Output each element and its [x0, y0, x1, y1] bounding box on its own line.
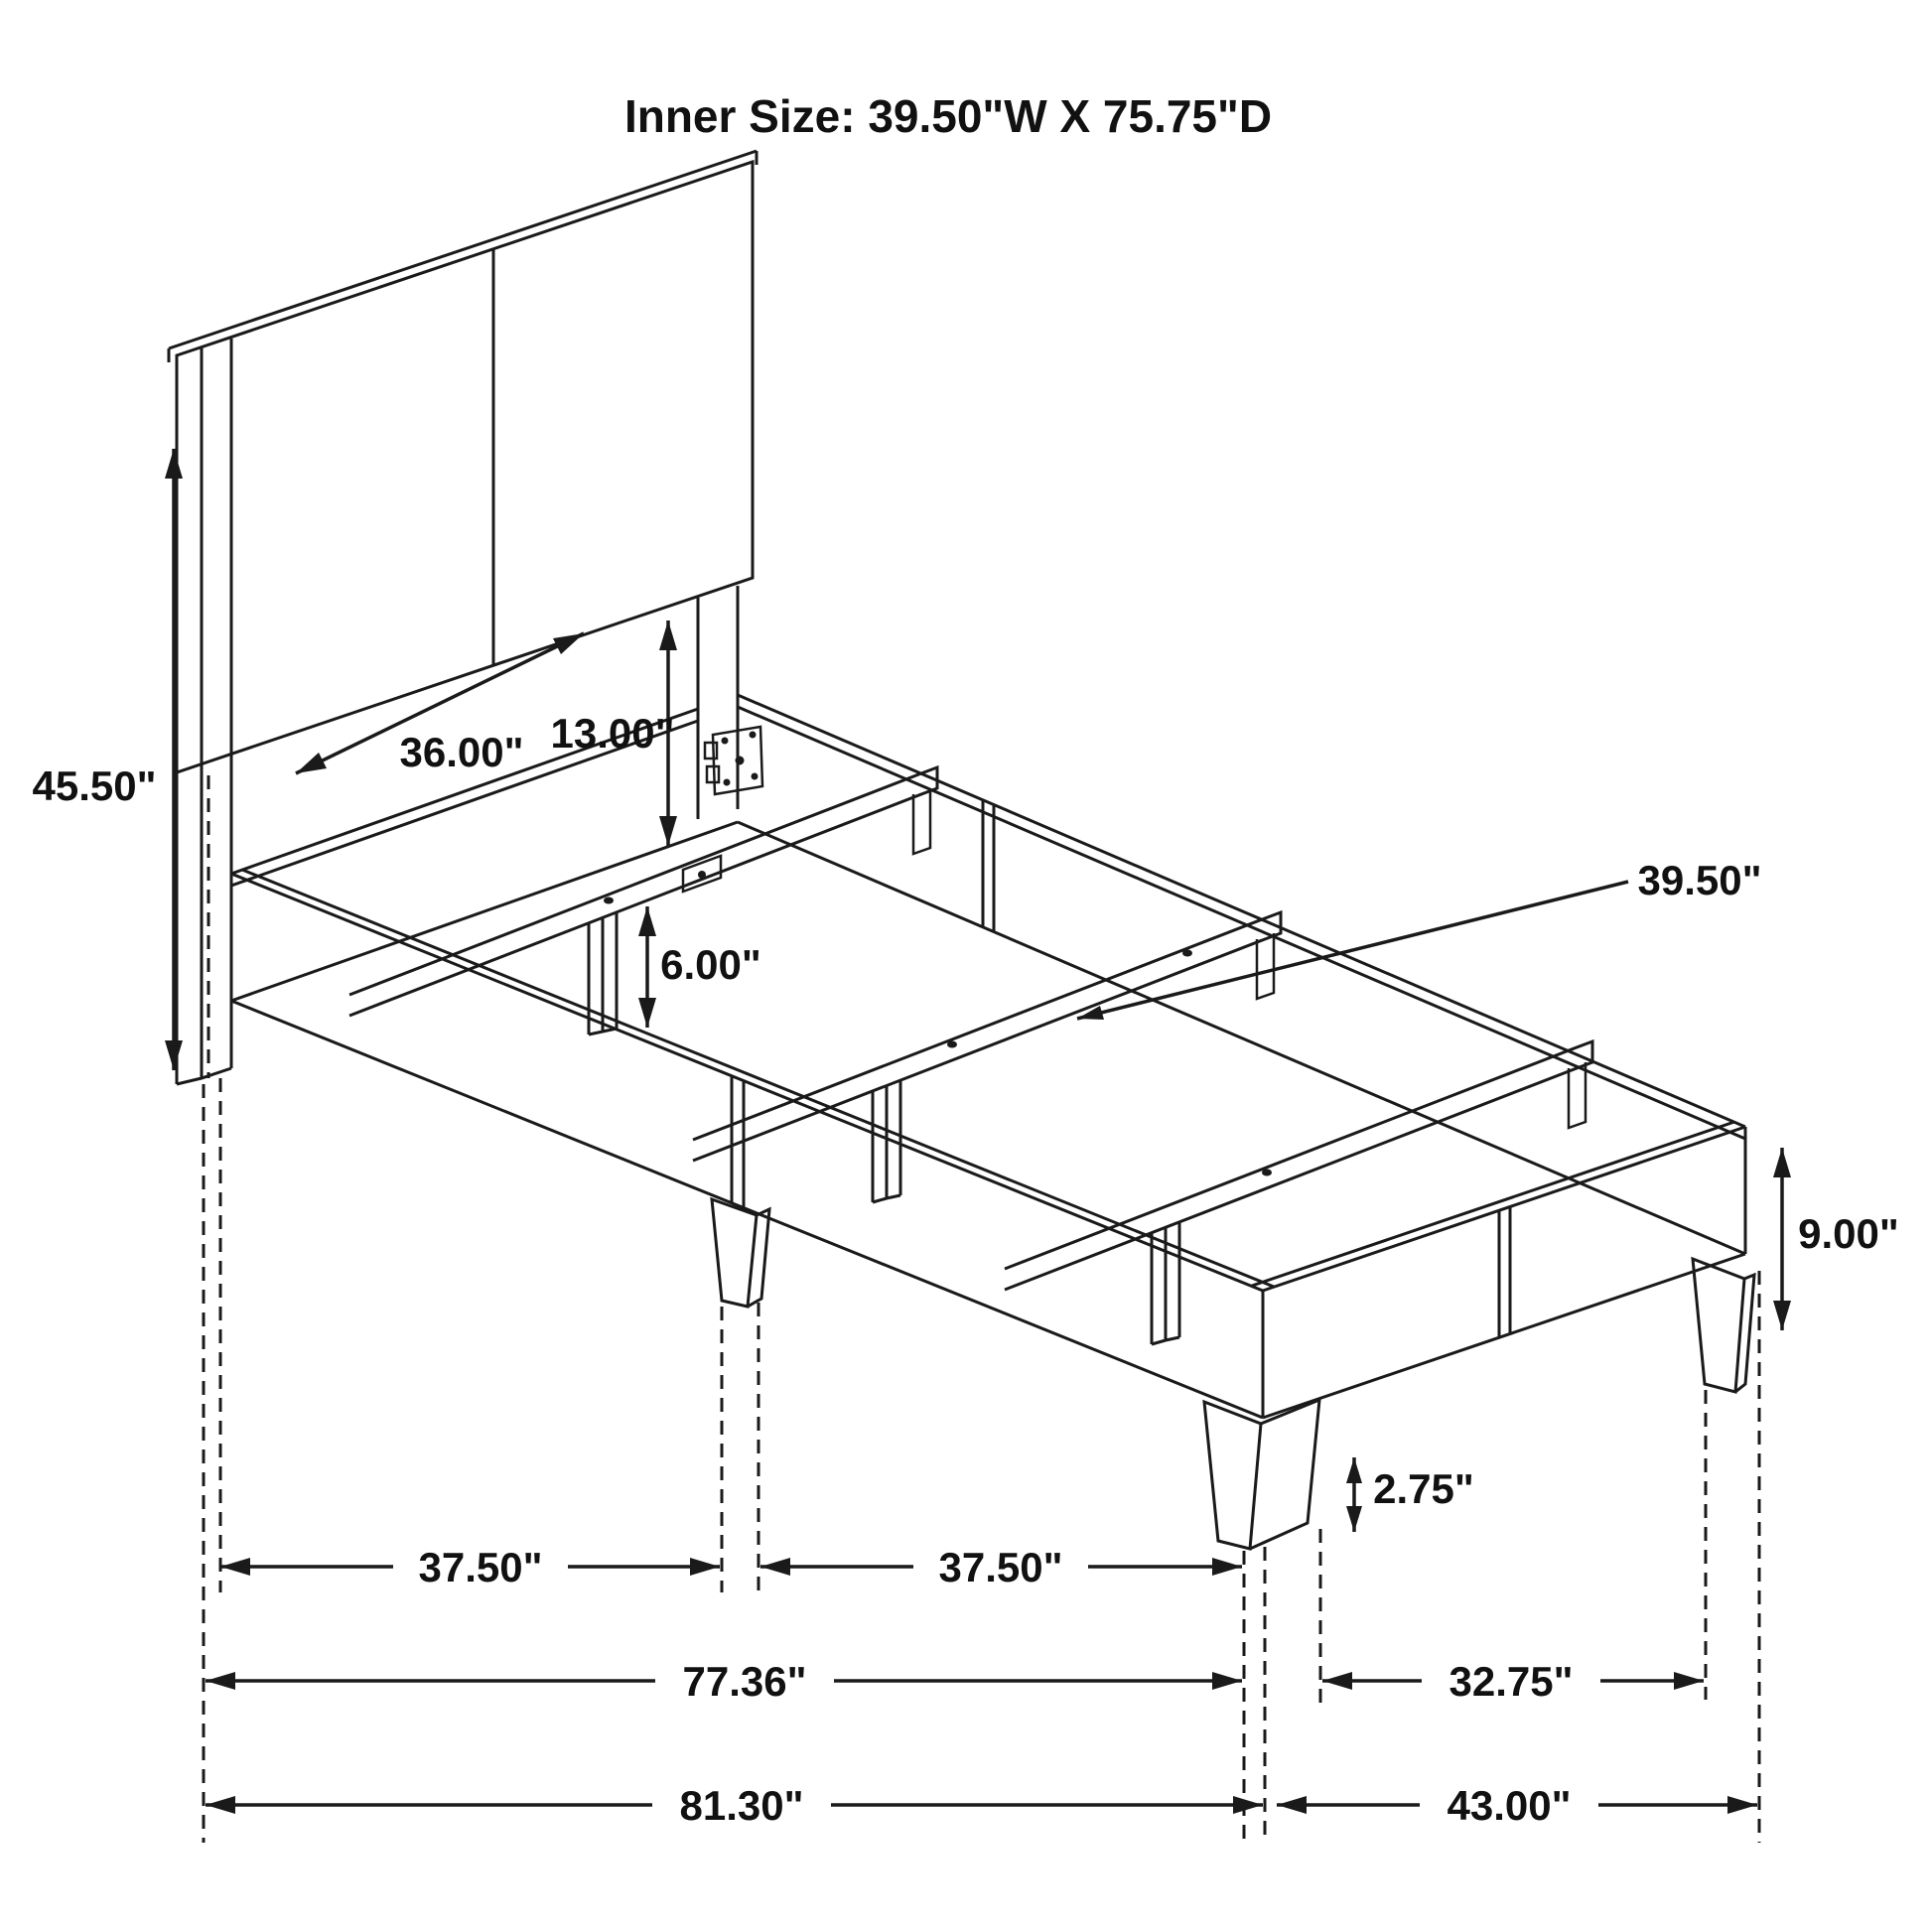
- label-footboard-span: 32.75": [1449, 1658, 1574, 1705]
- label-headboard-height: 45.50": [32, 762, 157, 809]
- bed-frame-rails: [231, 695, 1745, 1418]
- label-frame-length: 77.36": [682, 1658, 807, 1705]
- mattress-slats: [349, 767, 1592, 1290]
- diagram-title: Inner Size: 39.50"W X 75.75"D: [623, 90, 1273, 142]
- label-panel-to-rail-gap: 13.00": [550, 710, 675, 757]
- label-overall-width: 43.00": [1447, 1782, 1572, 1829]
- label-overall-length: 81.30": [679, 1782, 804, 1829]
- label-center-leg-height: 6.00": [660, 941, 761, 988]
- label-rail-height: 9.00": [1798, 1210, 1899, 1257]
- label-rail-segment-foot: 37.50": [938, 1544, 1063, 1590]
- label-slat-width: 39.50": [1637, 857, 1762, 903]
- label-foot-leg-height: 2.75": [1373, 1465, 1474, 1512]
- label-rail-segment-head: 37.50": [418, 1544, 543, 1590]
- label-headboard-width: 36.00": [399, 729, 524, 775]
- dimension-lines: [165, 449, 1791, 1814]
